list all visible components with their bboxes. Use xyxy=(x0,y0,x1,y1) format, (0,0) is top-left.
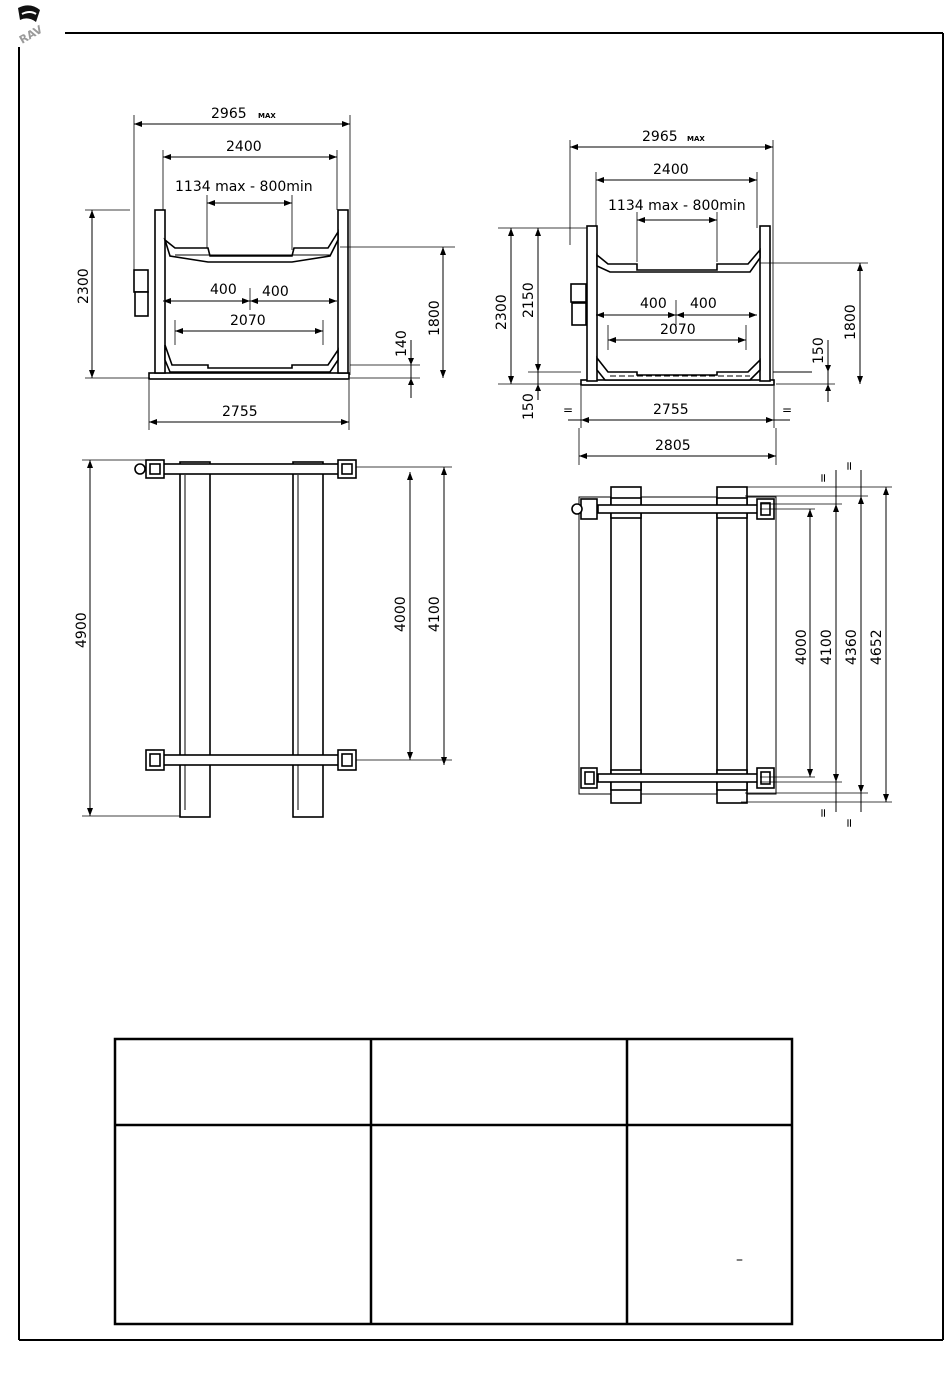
dim-length-d: 4652 xyxy=(869,629,885,665)
dim-length-c: 4360 xyxy=(844,629,860,665)
equal-mark: = xyxy=(842,460,856,471)
dim-offset-right: 400 xyxy=(690,296,717,312)
dim-outer-width: 2805 xyxy=(655,438,691,454)
dim-wheelbase-a: 4000 xyxy=(393,596,409,632)
dim-offset-right: 400 xyxy=(262,284,289,300)
dim-overall-length: 4900 xyxy=(74,612,90,648)
equal-mark: = xyxy=(842,817,856,828)
title-block-table xyxy=(115,1039,792,1324)
dim-height: 2300 xyxy=(76,268,92,304)
dim-low-height: 140 xyxy=(394,330,410,357)
rav-logo xyxy=(17,5,45,46)
dim-column-height: 2150 xyxy=(521,282,537,318)
dim-base-width: 2755 xyxy=(653,402,689,418)
table-mark: – xyxy=(736,1252,743,1268)
dim-offset-left: 400 xyxy=(210,282,237,298)
dim-low-height: 150 xyxy=(811,337,827,364)
plan-view-right xyxy=(572,461,892,828)
equal-mark: = xyxy=(816,472,830,483)
dim-wheelbase-b: 4100 xyxy=(427,596,443,632)
dim-lift-height: 1800 xyxy=(843,304,859,340)
equal-mark: = xyxy=(816,807,830,818)
dim-max-label: MAX xyxy=(687,135,705,143)
dim-base-width: 2755 xyxy=(222,404,258,420)
front-view-right xyxy=(494,129,868,465)
dim-length-a: 4000 xyxy=(794,629,810,665)
dim-rail-width: 2400 xyxy=(226,139,262,155)
dim-inner: 2070 xyxy=(660,322,696,338)
dim-max-label: MAX xyxy=(258,112,276,120)
dim-overall-width: 2965 xyxy=(642,129,678,145)
dim-overall-width: 2965 xyxy=(211,106,247,122)
dim-base-height: 150 xyxy=(521,393,537,420)
dim-rail-width: 2400 xyxy=(653,162,689,178)
dim-length-b: 4100 xyxy=(819,629,835,665)
dim-lift-height: 1800 xyxy=(427,300,443,336)
dim-range: 1134 max - 800min xyxy=(608,198,746,214)
equal-mark: = xyxy=(563,403,574,417)
equal-mark: = xyxy=(782,403,793,417)
dim-inner: 2070 xyxy=(230,313,266,329)
dim-offset-left: 400 xyxy=(640,296,667,312)
logo-text: RAV xyxy=(17,22,45,47)
dim-height: 2300 xyxy=(494,294,510,330)
front-view-left xyxy=(76,106,455,430)
plan-view-left xyxy=(74,460,452,817)
dim-range: 1134 max - 800min xyxy=(175,179,313,195)
